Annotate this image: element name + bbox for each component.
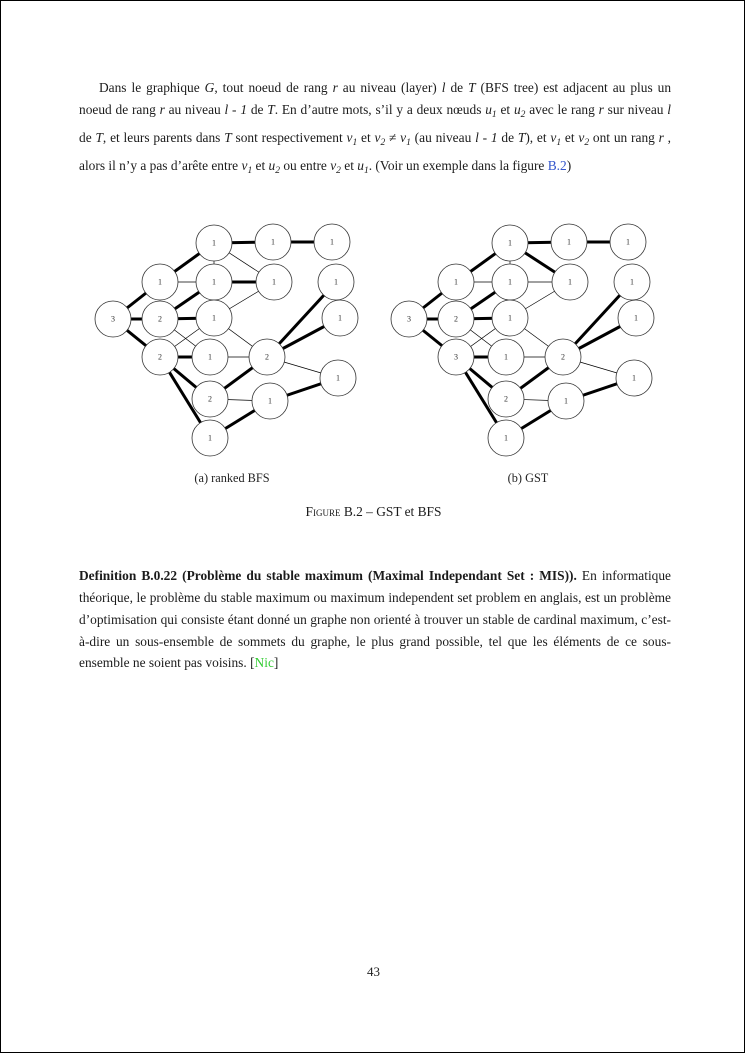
node-rank-label: 1 [268, 396, 272, 406]
text-segment: au niveau [164, 102, 225, 118]
text-segment: u [357, 157, 364, 173]
node-rank-label: 2 [265, 352, 269, 362]
definition-paragraph [79, 565, 671, 674]
text-segment: 2 [584, 137, 590, 148]
text-segment: T [517, 129, 526, 145]
citation-link[interactable]: Nic [254, 655, 274, 671]
body-paragraph [79, 77, 671, 182]
text-segment: r [159, 102, 165, 118]
text-segment: de [79, 129, 96, 145]
figure-caption-label: Figure [305, 504, 341, 519]
node-rank-label: 1 [334, 277, 338, 287]
node-rank-label: 3 [111, 314, 115, 324]
text-segment: 2 [336, 165, 341, 176]
text-segment: 1 [247, 165, 253, 176]
node-rank-label: 1 [568, 277, 572, 287]
page-number: 43 [367, 964, 380, 979]
text-segment: 2 [380, 137, 386, 148]
text-segment: l [667, 102, 672, 118]
text-segment: et [252, 157, 269, 173]
text-segment: (BFS tree) est adjacent au plus un noeud de rang [79, 80, 672, 118]
text-segment: ) [566, 157, 572, 173]
text-segment: r [598, 102, 604, 118]
graph-ranked-bfs [86, 213, 378, 463]
text-segment: 1 [556, 137, 562, 148]
figure-caption [1, 504, 745, 520]
text-segment: . (Voir un exemple dans la figure [368, 157, 548, 173]
text-segment: G [204, 80, 215, 96]
text-segment: v [330, 157, 337, 173]
text-segment: Definition B.0.22 (Problème du stable maximum (Maximal Independant Set : MIS)). [79, 568, 577, 584]
text-segment: u [513, 102, 521, 118]
text-segment: ] [273, 655, 279, 671]
node-rank-label: 2 [158, 352, 162, 362]
text-segment: , tout noeud de rang [214, 80, 333, 96]
node-rank-label: 1 [454, 277, 458, 287]
text-segment: 2 [275, 165, 280, 176]
text-segment: v [374, 129, 381, 145]
text-segment: [ [250, 655, 255, 671]
text-segment: ≠ [385, 129, 401, 145]
node-rank-label: 1 [330, 237, 334, 247]
node-rank-label: 1 [508, 277, 512, 287]
text-segment: sont respectivement [231, 129, 347, 145]
text-segment: (au niveau [410, 129, 476, 145]
text-segment: ou entre [280, 157, 331, 173]
text-segment: et [561, 129, 579, 145]
text-segment: ), et [525, 129, 551, 145]
node-rank-label: 2 [208, 394, 212, 404]
text-segment: 1 [363, 165, 369, 176]
text-segment: l - 1 [224, 102, 248, 118]
text-segment: et [357, 129, 375, 145]
text-segment: r [332, 80, 338, 96]
text-segment: et [496, 102, 514, 118]
text-segment: 1 [491, 110, 497, 121]
node-rank-label: 1 [212, 313, 216, 323]
text-segment: v [578, 129, 585, 145]
text-segment: T [267, 102, 275, 118]
node-rank-label: 2 [561, 352, 565, 362]
text-segment: 1 [352, 137, 358, 148]
node-rank-label: 1 [504, 433, 508, 443]
text-segment: Dans le graphique [99, 80, 205, 96]
node-rank-label: 2 [454, 314, 458, 324]
text-segment: de [445, 80, 469, 96]
subcaption-b: (b) GST [507, 471, 549, 485]
text-segment: En informatique théorique, le problème du stable maximum ou maximum independent set problem en anglais, est un problème d’optimisation qui consiste étant donné un graphe non orienté à trouver un stable de cardinal maximum, c’est-à-dire un sous-ensemble de sommets du graphe, le plus grand possible, tel que les éléments de ce sous-ensemble ne soient pas voisins. [79, 568, 672, 671]
node-rank-label: 1 [336, 373, 340, 383]
text-segment: sur niveau [603, 102, 668, 118]
text-segment: 1 [406, 137, 411, 148]
text-segment: avec le rang [525, 102, 599, 118]
node-rank-label: 1 [504, 352, 508, 362]
text-segment: v [346, 129, 353, 145]
text-segment: v [550, 129, 557, 145]
node-rank-label: 1 [208, 433, 212, 443]
text-segment: u [268, 157, 276, 173]
text-segment: , et leurs parents dans [102, 129, 225, 145]
node-rank-label: 1 [271, 237, 275, 247]
text-segment: de [247, 102, 268, 118]
text-segment: l [441, 80, 446, 96]
text-segment: T [468, 80, 476, 96]
node-rank-label: 1 [212, 238, 216, 248]
text-segment: l - 1 [475, 129, 498, 145]
node-rank-label: 1 [338, 313, 342, 323]
node-rank-label: 2 [504, 394, 508, 404]
text-segment: 2 [520, 110, 526, 121]
text-segment: au niveau (layer) [337, 80, 442, 96]
text-segment: T [224, 129, 232, 145]
text-segment: v [400, 129, 407, 145]
text-segment: r [658, 129, 664, 145]
node-rank-label: 1 [212, 277, 216, 287]
node-rank-label: 1 [567, 237, 571, 247]
text-segment: . En d’autre mots, s’il y a deux nœuds [274, 102, 486, 118]
figure-ref-link[interactable]: B.2 [547, 157, 567, 173]
figure-caption-text: B.2 – GST et BFS [340, 504, 442, 519]
node-rank-label: 1 [626, 237, 630, 247]
subcaption-a: (a) ranked BFS [194, 471, 270, 485]
text-segment: de [497, 129, 518, 145]
node-rank-label: 1 [634, 313, 638, 323]
node-rank-label: 3 [407, 314, 411, 324]
node-rank-label: 1 [564, 396, 568, 406]
node-rank-label: 1 [508, 313, 512, 323]
text-segment: , alors il n’y a pas d’arête entre [79, 129, 672, 173]
node-rank-label: 1 [508, 238, 512, 248]
node-rank-label: 3 [454, 352, 458, 362]
node-rank-label: 1 [208, 352, 212, 362]
text-segment: u [485, 102, 492, 118]
node-rank-label: 1 [632, 373, 636, 383]
graph-gst [382, 213, 674, 463]
text-segment: v [241, 157, 248, 173]
node-rank-label: 1 [272, 277, 276, 287]
text-segment: ont un rang [589, 129, 659, 145]
node-rank-label: 1 [630, 277, 634, 287]
node-rank-label: 2 [158, 314, 162, 324]
node-rank-label: 1 [158, 277, 162, 287]
text-segment: T [95, 129, 103, 145]
text-segment: et [340, 157, 358, 173]
